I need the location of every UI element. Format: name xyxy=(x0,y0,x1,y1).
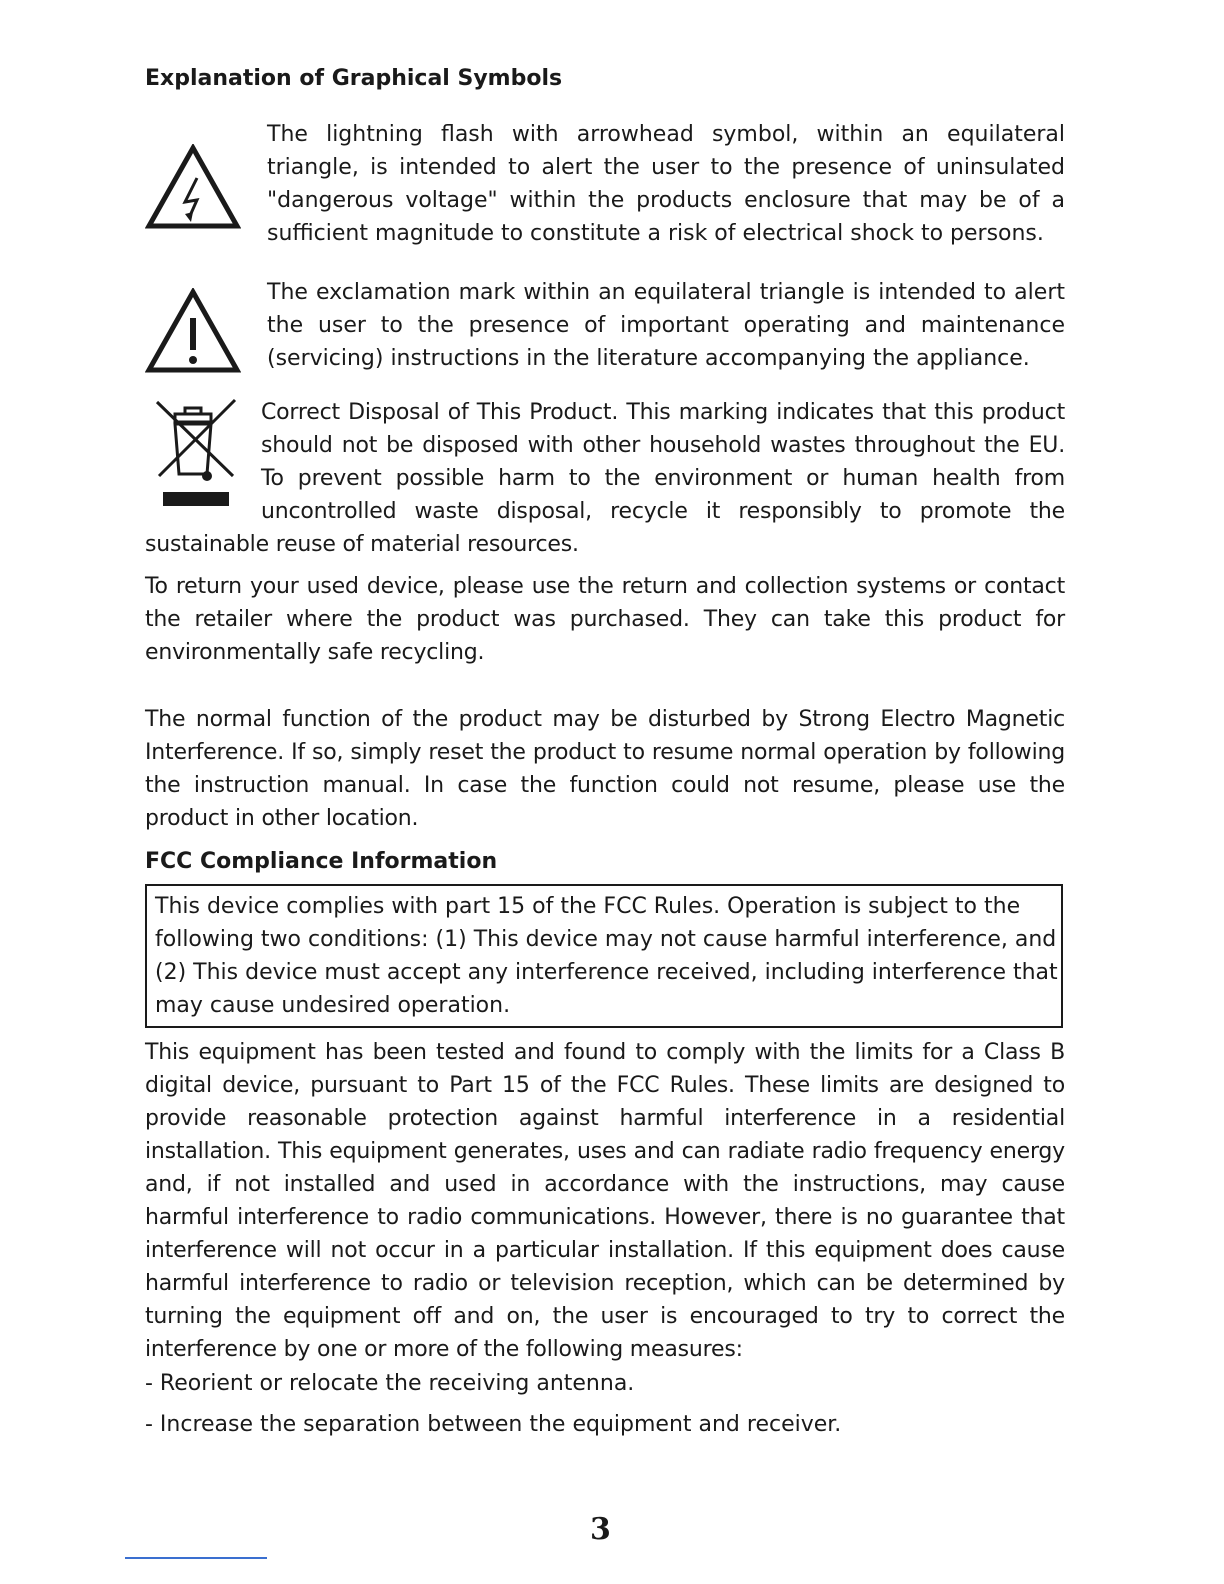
lightning-description: The lightning flash with arrowhead symbol, within an equilateral triangle, is intended to alert the user to the presence of uninsulated "dangerous voltage" within the products enclosure that may be of a sufficient magnitude to constitute a risk of electrical shock to persons. xyxy=(267,122,1065,246)
fcc-body-paragraph: This equipment has been tested and found to comply with the limits for a Class B digital device, pursuant to Part 15 of the FCC Rules. These limits are designed to provide reasonable protection against harmful interference in a residential installation. This equipment generates, uses and can radiate radio frequency energy and, if not installed and used in accordance with the instructions, may cause harmful interference to radio communications. However, there is no guarantee that interference will not occur in a particular installation. If this equipment does cause harmful interference to radio or television reception, which can be determined by turning the equipment off and on, the user is encouraged to try to correct the interference by one or more of the following measures: xyxy=(145,1040,1065,1362)
exclamation-triangle-icon xyxy=(145,288,241,378)
page-number: 3 xyxy=(590,1512,611,1547)
fcc-heading: FCC Compliance Information xyxy=(145,849,498,874)
lightning-triangle-icon xyxy=(145,144,241,234)
disposal-description: Correct Disposal of This Product. This marking indicates that this product should not be disposed with other household wastes throughout the EU. To prevent possible harm to the environment or human health from uncontrolled waste disposal, recycle it responsibly to promote the sustainable reuse of material resources. xyxy=(145,400,1065,557)
exclamation-description: The exclamation mark within an equilateral triangle is intended to alert the user to the presence of important operating and maintenance (servicing) instructions in the literature accompanying the appliance. xyxy=(267,280,1065,371)
exclamation-symbol-row xyxy=(145,276,1065,386)
symbols-heading: Explanation of Graphical Symbols xyxy=(145,66,563,91)
bullet-reorient: - Reorient or relocate the receiving antenna. xyxy=(145,1371,635,1396)
bullet-separation: - Increase the separation between the equipment and receiver. xyxy=(145,1412,842,1437)
fcc-box-text: This device complies with part 15 of the FCC Rules. Operation is subject to the following two conditions: (1) This device may not cause harmful interference, and (2) This device must accept any interference received, including interference that may cause undesired operation. xyxy=(155,894,1058,1018)
disposal-symbol-row xyxy=(145,396,1065,561)
interference-paragraph: The normal function of the product may be disturbed by Strong Electro Magnetic Interference. If so, simply reset the product to resume normal operation by following the instruction manual. In case the function could not resume, please use the product in other location. xyxy=(145,707,1065,831)
crossed-bin-icon xyxy=(145,396,261,526)
lightning-symbol-row xyxy=(145,118,1065,258)
footer-rule xyxy=(125,1557,267,1559)
return-paragraph: To return your used device, please use the return and collection systems or contact the retailer where the product was purchased. They can take this product for environmentally safe recycling. xyxy=(145,574,1065,665)
fcc-box xyxy=(145,884,1063,1028)
